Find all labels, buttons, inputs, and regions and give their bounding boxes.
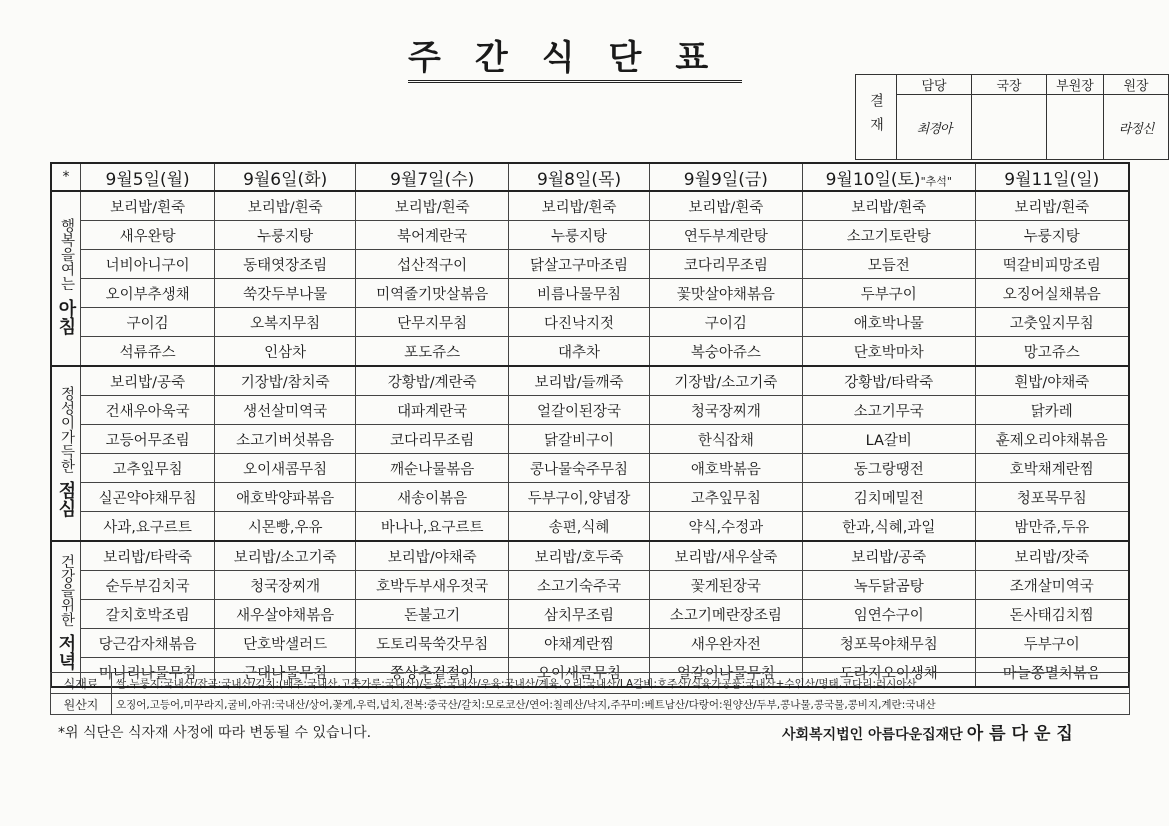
menu-item: 한식잡채: [649, 425, 802, 454]
organization-name: 아름다운집: [966, 724, 1079, 744]
day-header: 9월6일(화): [215, 163, 356, 191]
menu-item: 닭살고구마조림: [509, 250, 649, 279]
menu-item: 보리밥/공죽: [802, 541, 975, 571]
menu-item: 섭산적구이: [356, 250, 509, 279]
menu-item: 호박채계란찜: [975, 454, 1129, 483]
menu-item: 실곤약야채무침: [81, 483, 215, 512]
menu-item: 청포묵야채무침: [802, 629, 975, 658]
footnote: *위 식단은 식자재 사정에 따라 변동될 수 있습니다.: [58, 725, 372, 741]
menu-item: 두부구이,양념장: [509, 483, 649, 512]
menu-item: 새송이볶음: [356, 483, 509, 512]
signature-manager: 최경아: [897, 95, 972, 160]
meal-label-sub: 정성이가득한: [58, 386, 75, 473]
menu-item: 기장밥/참치죽: [215, 366, 356, 396]
meal-label-main: 저녁: [55, 634, 77, 671]
menu-item: 도토리묵쑥갓무침: [356, 629, 509, 658]
menu-item: 보리밥/소고기죽: [215, 541, 356, 571]
menu-row: [51, 512, 1129, 542]
menu-item: 보리밥/공죽: [81, 366, 215, 396]
menu-item: 너비아니구이: [81, 250, 215, 279]
origin-line: 오징어,고등어,미꾸라지,굴비,아귀:국내산/상어,꽃게,우럭,넙치,전복:중국산/갈치:모로코산/연어:칠레산/낙지,주꾸미:베트남산/다랑어:원양산/두부,콩나물,콩국물,콩비지,계란:국내산: [112, 694, 1130, 715]
meal-label: [51, 366, 81, 541]
meal-label-sub: 건강을위한: [58, 553, 75, 627]
origin-table: [50, 672, 1130, 715]
menu-item: 인삼차: [215, 337, 356, 367]
meal-label-main: 점심: [55, 481, 77, 517]
menu-item: 다진낙지젓: [509, 308, 649, 337]
signature-head: 라정신: [1104, 95, 1169, 160]
menu-item: 보리밥/흰죽: [649, 191, 802, 221]
menu-item: 누룽지탕: [509, 221, 649, 250]
menu-item: 강황밥/계란죽: [356, 366, 509, 396]
menu-item: 단무지무침: [356, 308, 509, 337]
menu-item: 보리밥/잣죽: [975, 541, 1129, 571]
menu-item: 오이부추생채: [81, 279, 215, 308]
menu-item: 돈불고기: [356, 600, 509, 629]
menu-item: 소고기토란탕: [802, 221, 975, 250]
menu-row: [51, 454, 1129, 483]
approval-label: 결재: [856, 75, 897, 160]
corner-cell: *: [51, 163, 81, 191]
meal-label: [51, 191, 81, 366]
menu-row: [51, 483, 1129, 512]
menu-row: [51, 629, 1129, 658]
menu-item: 코다리무조림: [356, 425, 509, 454]
origin-label: 원산지: [51, 694, 112, 715]
menu-item: 보리밥/타락죽: [81, 541, 215, 571]
header-row: [51, 163, 1129, 191]
menu-item: 비름나물무침: [509, 279, 649, 308]
menu-item: 소고기숙주국: [509, 571, 649, 600]
menu-item: 복숭아쥬스: [649, 337, 802, 367]
menu-item: 시몬빵,우유: [215, 512, 356, 542]
signature-vice-head: [1047, 95, 1104, 160]
menu-item: 강황밥/타락죽: [802, 366, 975, 396]
menu-item: 오징어실채볶음: [975, 279, 1129, 308]
menu-item: 새우완탕: [81, 221, 215, 250]
menu-item: 오이새콤무침: [509, 658, 649, 688]
menu-item: 깨순나물볶음: [356, 454, 509, 483]
menu-table: [50, 162, 1130, 688]
menu-item: 도라지오이생채: [802, 658, 975, 688]
day-header: 9월9일(금): [649, 163, 802, 191]
menu-item: 북어계란국: [356, 221, 509, 250]
menu-row: [51, 396, 1129, 425]
menu-item: 대파계란국: [356, 396, 509, 425]
meal-label: [51, 541, 81, 687]
menu-item: 새우살야채볶음: [215, 600, 356, 629]
menu-item: 김치메밀전: [802, 483, 975, 512]
organization-prefix: 사회복지법인 아름다운집재단: [782, 727, 963, 743]
menu-item: 보리밥/흰죽: [215, 191, 356, 221]
signature-director: [972, 95, 1047, 160]
menu-item: 보리밥/흰죽: [509, 191, 649, 221]
menu-item: 생선살미역국: [215, 396, 356, 425]
menu-row: [51, 541, 1129, 571]
menu-row: [51, 191, 1129, 221]
menu-item: 보리밥/흰죽: [81, 191, 215, 221]
menu-item: 녹두닭곰탕: [802, 571, 975, 600]
menu-item: 미니리나물무침: [81, 658, 215, 688]
approval-header: 국장: [972, 75, 1047, 95]
menu-item: LA갈비: [802, 425, 975, 454]
menu-item: 애호박볶음: [649, 454, 802, 483]
menu-item: 새우완자전: [649, 629, 802, 658]
menu-row: [51, 425, 1129, 454]
menu-item: 누룽지탕: [215, 221, 356, 250]
approval-header: 부원장: [1047, 75, 1104, 95]
menu-row: [51, 279, 1129, 308]
menu-item: 한과,식혜,과일: [802, 512, 975, 542]
menu-item: 훈제오리야채볶음: [975, 425, 1129, 454]
menu-item: 마늘쫑멸치볶음: [975, 658, 1129, 688]
origin-label: 식재료: [51, 673, 112, 694]
menu-item: 쑥갓두부나물: [215, 279, 356, 308]
menu-item: 모듬전: [802, 250, 975, 279]
menu-item: 대추차: [509, 337, 649, 367]
menu-item: 고등어무조림: [81, 425, 215, 454]
menu-item: 두부구이: [975, 629, 1129, 658]
menu-item: 보리밥/흰죽: [356, 191, 509, 221]
menu-row: [51, 250, 1129, 279]
menu-item: 콩나물숙주무침: [509, 454, 649, 483]
menu-item: 꽃맛살야채볶음: [649, 279, 802, 308]
menu-item: 소고기버섯볶음: [215, 425, 356, 454]
menu-item: 쫑상추겉절이: [356, 658, 509, 688]
menu-item: 송편,식혜: [509, 512, 649, 542]
menu-item: 동태엿장조림: [215, 250, 356, 279]
organization: [782, 719, 1079, 744]
menu-row: [51, 308, 1129, 337]
menu-item: 보리밥/들깨죽: [509, 366, 649, 396]
menu-item: 고추잎무침: [81, 454, 215, 483]
origin-line: 쌀,누룽지:국내산/잡곡:국내산/김치:(배추:국내산,고춧가루:국내산)/돈육:국내산/우육:국내산/계육,오리:국내산/LA갈비:호주산/식육가공품:국내산+수입산/명태,코다리:러시아산: [112, 673, 1130, 694]
menu-row: [51, 337, 1129, 367]
menu-item: 흰밥/야채죽: [975, 366, 1129, 396]
menu-item: 닭카레: [975, 396, 1129, 425]
menu-item: 밤만쥬,두유: [975, 512, 1129, 542]
menu-item: 석류쥬스: [81, 337, 215, 367]
approval-header: 원장: [1104, 75, 1169, 95]
menu-item: 망고쥬스: [975, 337, 1129, 367]
menu-item: 임연수구이: [802, 600, 975, 629]
approval-box: [855, 74, 1169, 160]
menu-item: 바나나,요구르트: [356, 512, 509, 542]
holiday-note: "추석": [920, 174, 952, 188]
day-header: 9월11일(일): [975, 163, 1129, 191]
day-header: 9월5일(월): [81, 163, 215, 191]
menu-item: 보리밥/흰죽: [975, 191, 1129, 221]
menu-item: 코다리무조림: [649, 250, 802, 279]
menu-item: 오복지무침: [215, 308, 356, 337]
menu-row: [51, 366, 1129, 396]
meal-label-sub: 행복을여는: [58, 218, 75, 291]
menu-item: 보리밥/새우살죽: [649, 541, 802, 571]
menu-item: 당근감자채볶음: [81, 629, 215, 658]
menu-item: 기장밥/소고기죽: [649, 366, 802, 396]
menu-item: 고추잎무침: [649, 483, 802, 512]
menu-item: 누룽지탕: [975, 221, 1129, 250]
menu-item: 닭갈비구이: [509, 425, 649, 454]
menu-item: 청국장찌개: [649, 396, 802, 425]
day-header: 9월7일(수): [356, 163, 509, 191]
menu-row: [51, 221, 1129, 250]
menu-item: 호박두부새우젓국: [356, 571, 509, 600]
menu-item: 오이새콤무침: [215, 454, 356, 483]
menu-item: 떡갈비피망조림: [975, 250, 1129, 279]
menu-item: 얼갈이나물무침: [649, 658, 802, 688]
menu-item: 동그랑땡전: [802, 454, 975, 483]
menu-item: 단호박마차: [802, 337, 975, 367]
menu-item: 갈치호박조림: [81, 600, 215, 629]
menu-item: 순두부김치국: [81, 571, 215, 600]
menu-item: 애호박나물: [802, 308, 975, 337]
menu-item: 얼갈이된장국: [509, 396, 649, 425]
menu-item: 고춧잎지무침: [975, 308, 1129, 337]
menu-item: 청국장찌개: [215, 571, 356, 600]
menu-item: 사과,요구르트: [81, 512, 215, 542]
menu-item: 구이김: [81, 308, 215, 337]
page-title: 주간식단표: [408, 36, 742, 83]
menu-item: 애호박양파볶음: [215, 483, 356, 512]
menu-item: 돈사태김치찜: [975, 600, 1129, 629]
menu-item: 삼치무조림: [509, 600, 649, 629]
menu-item: 구이김: [649, 308, 802, 337]
menu-row: [51, 571, 1129, 600]
menu-item: 보리밥/야채죽: [356, 541, 509, 571]
menu-item: 미역줄기맛살볶음: [356, 279, 509, 308]
menu-item: 소고기무국: [802, 396, 975, 425]
menu-item: 야채계란찜: [509, 629, 649, 658]
menu-item: 두부구이: [802, 279, 975, 308]
approval-header: 담당: [897, 75, 972, 95]
day-label: 9월10일(토): [825, 169, 921, 190]
menu-item: 포도쥬스: [356, 337, 509, 367]
day-header: 9월8일(목): [509, 163, 649, 191]
menu-item: 보리밥/호두죽: [509, 541, 649, 571]
menu-item: 보리밥/흰죽: [802, 191, 975, 221]
menu-item: 조개살미역국: [975, 571, 1129, 600]
meal-label-main: 아침: [55, 298, 77, 335]
menu-item: 약식,수정과: [649, 512, 802, 542]
menu-item: 근대나물무침: [215, 658, 356, 688]
menu-item: 청포묵무침: [975, 483, 1129, 512]
menu-item: 단호박샐러드: [215, 629, 356, 658]
menu-item: 연두부계란탕: [649, 221, 802, 250]
menu-item: 소고기메란장조림: [649, 600, 802, 629]
menu-row: [51, 600, 1129, 629]
day-header: [802, 163, 975, 191]
menu-item: 건새우아욱국: [81, 396, 215, 425]
menu-item: 꽃게된장국: [649, 571, 802, 600]
